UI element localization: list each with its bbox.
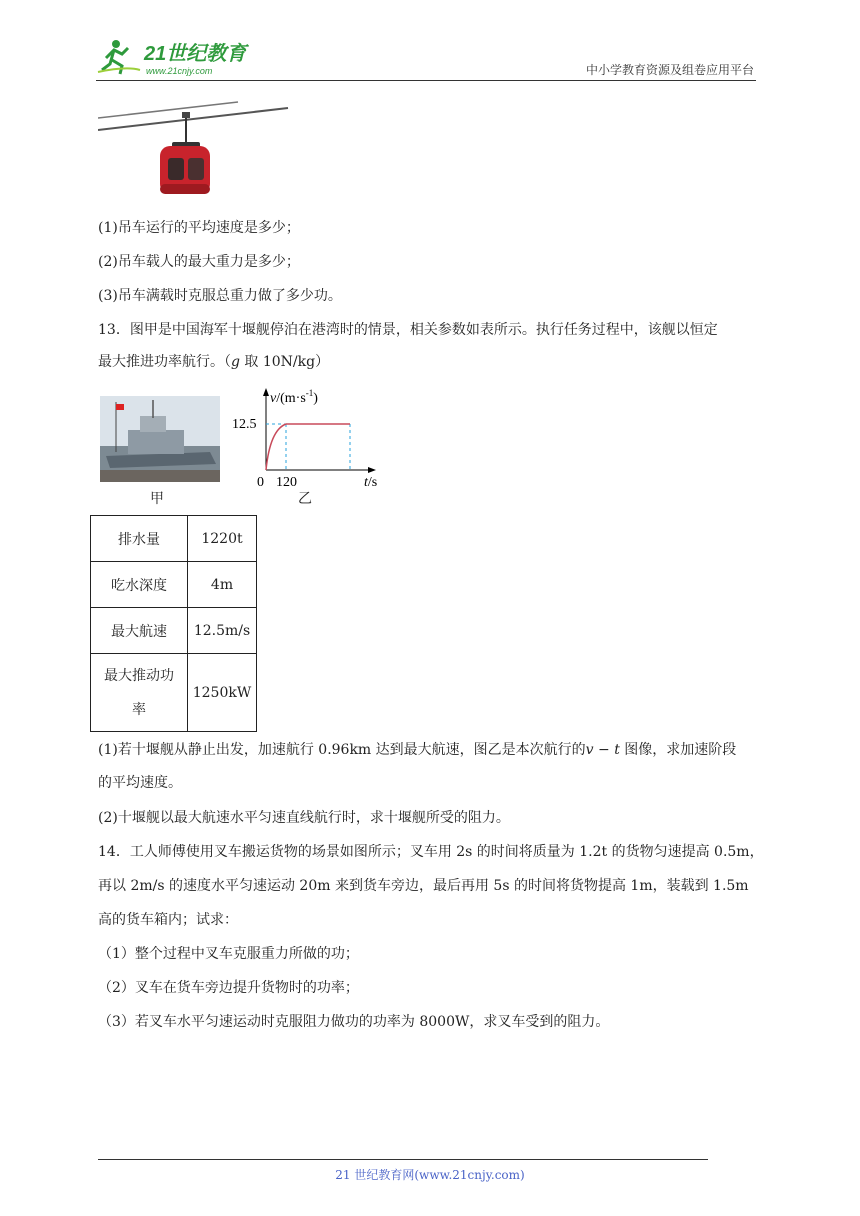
table-cell-value: 1220t	[188, 516, 257, 562]
q14-stem-line3: 高的货车箱内；试求：	[98, 912, 238, 928]
q14-stem-line2: 再以 2m/s 的速度水平匀速运动 20m 来到货车旁边，最后再用 5s 的时间将货物提高 1m，装载到 1.5m	[98, 878, 749, 894]
logo-url: www.21cnjy.com	[146, 66, 213, 76]
cable-car-image	[98, 100, 290, 202]
platform-title: 中小学教育资源及组卷应用平台	[585, 63, 754, 77]
vt-graph	[226, 386, 396, 496]
table-row	[91, 516, 257, 562]
ship-photo	[100, 396, 220, 482]
runner-logo-icon	[96, 36, 256, 78]
header-divider	[96, 80, 756, 81]
table-cell-label: 吃水深度	[91, 562, 188, 608]
q13-stem-line2-b: 取 10N/kg）	[239, 354, 330, 370]
table-cell-value: 1250kW	[188, 654, 257, 732]
q14-sub3: （3）若叉车水平匀速运动时克服阻力做功的功率为 8000W，求叉车受到的阻力。	[98, 1014, 610, 1030]
q13-g-symbol: g	[231, 354, 240, 370]
q13-stem-line2-a: 最大推进功率航行。（	[98, 354, 231, 370]
q13-stem-line1: 13．图甲是中国海军十堰舰停泊在港湾时的情景，相关参数如表所示。执行任务过程中，该舰以恒定	[98, 322, 718, 338]
table-cell-label-line1: 最大推动功	[104, 667, 174, 684]
q14-sub1: （1）整个过程中叉车克服重力所做的功；	[98, 946, 359, 962]
table-row	[91, 654, 257, 732]
vt-ylabel: $v/(m\cdot s^{-1})$	[270, 388, 318, 406]
vt-ytick-12-5: 12.5	[232, 417, 257, 432]
footer-divider	[98, 1159, 708, 1160]
table-cell-value: 4m	[188, 562, 257, 608]
q13-sub1-line2: 的平均速度。	[98, 775, 182, 791]
q14-sub2: （2）叉车在货车旁边提升货物时的功率；	[98, 980, 359, 996]
table-cell-label-line2: 率	[132, 701, 146, 718]
caption-yi: 乙	[298, 491, 312, 507]
q13-sub1-line1	[98, 740, 736, 760]
q13-stem-line2	[98, 352, 329, 372]
caption-jia: 甲	[150, 491, 164, 507]
table-cell-label	[91, 654, 188, 732]
parameter-table	[90, 515, 257, 732]
logo-text: 21世纪教育	[144, 43, 247, 65]
q13-sub1-text-b: 图像，求加速阶段	[619, 742, 737, 758]
q13-sub2: (2)十堰舰以最大航速水平匀速直线航行时，求十堰舰所受的阻力。	[98, 810, 510, 826]
site-logo	[96, 36, 256, 78]
q13-sub1-text-a: (1)若十堰舰从静止出发，加速航行 0.96km 达到最大航速，图乙是本次航行的	[98, 742, 586, 758]
footer-link[interactable]: 21 世纪教育网(www.21cnjy.com)	[335, 1168, 525, 1182]
vt-xtick-120: 120	[276, 475, 297, 490]
table-cell-value: 12.5m/s	[188, 608, 257, 654]
table-cell-label: 最大航速	[91, 608, 188, 654]
table-cell-label: 排水量	[91, 516, 188, 562]
q14-stem-line1: 14．工人师傅使用叉车搬运货物的场景如图所示；叉车用 2s 的时间将质量为 1.2t 的货物匀速提高 0.5m，	[98, 844, 764, 860]
q13-vt-symbol: v − t	[585, 742, 620, 758]
vt-origin: 0	[257, 475, 264, 490]
q12-sub2: (2)吊车载人的最大重力是多少；	[98, 254, 300, 270]
vt-xlabel: t/s	[364, 475, 378, 490]
q12-sub3: (3)吊车满载时克服总重力做了多少功。	[98, 288, 342, 304]
q12-sub1: (1)吊车运行的平均速度是多少；	[98, 220, 300, 236]
table-row	[91, 562, 257, 608]
table-row	[91, 608, 257, 654]
